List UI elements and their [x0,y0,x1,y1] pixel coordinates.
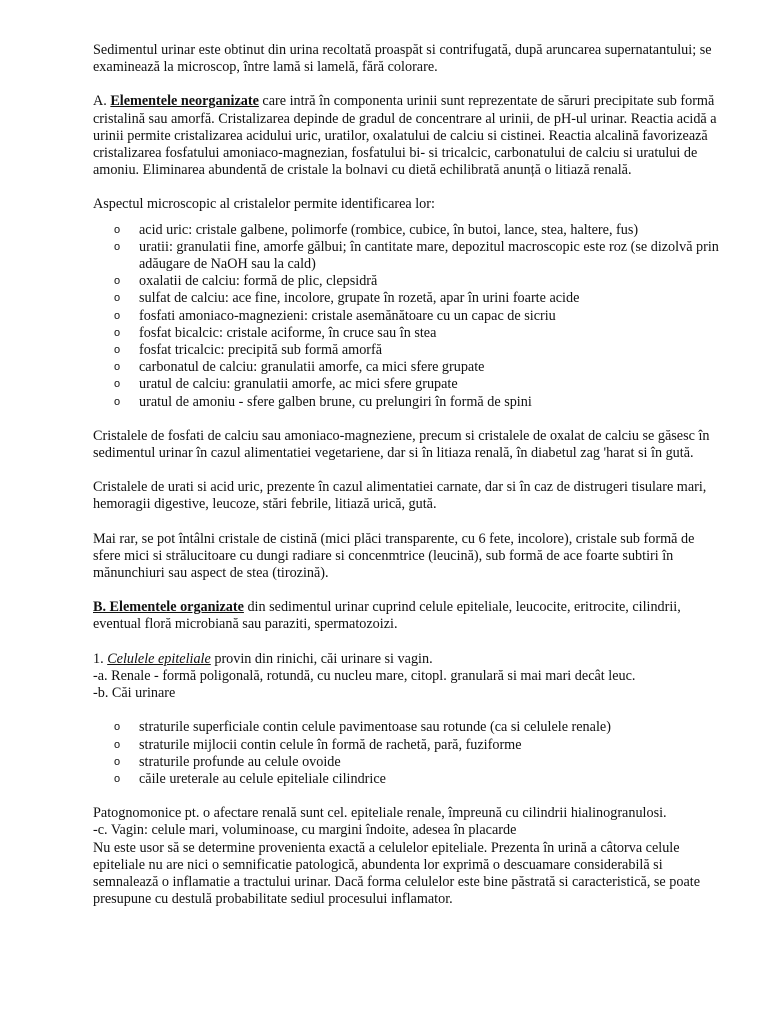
list-item: o fosfat tricalcic: precipită sub formă amorfă [114,342,383,359]
bullet-icon: o [114,361,121,374]
list-item: o uratul de amoniu - sfere galben brune, cu prelungiri în formă de spini [114,393,532,410]
bullet-icon: o [114,738,121,751]
bullet-icon: o [114,223,121,236]
section-a-heading: Elementele neorganizate [110,93,259,110]
pathognomonic-line: Patognomonice pt. o afectare renală sunt cel. epiteliale renale, împreună cu cilindrii hialinogranulosi. [93,805,667,822]
document-page [93,42,725,908]
list-item: o sulfat de calciu: ace fine, incolore, grupate în rozetă, apar în urini foarte acide [114,290,580,307]
list-item: o uratii: granulatii fine, amorfe gălbui; în cantitate mare, depozitul macroscopic este roz (se dizolvă prin adăugare de NaOH sau la cald) [114,238,719,273]
list-item: o căile ureterale au celule epiteliale cilindrice [114,770,386,787]
urates-paragraph: Cristalele de urati si acid uric, prezente în cazul alimentatiei carnate, dar si în caz de distrugeri tisulare mari, hemoragii digestive, leucoze, stări febrile, litiază urică, gută. [93,479,707,513]
section-a-paragraph [93,93,725,179]
vagin-line: -c. Vagin: celule mari, voluminoase, cu margini îndoite, adesea în placarde [93,822,517,839]
section-b-heading: B. Elementele organizate [93,599,244,616]
final-paragraph: Nu este usor să se determine provenienta exactă a celulelor epiteliale. Prezenta în urină a câtorva celule epiteliale nu are nici o semnificatie patologică, abundenta lor exprimă o descuamare considerabilă si semnalează o inflamatie a tractului urinar. Dacă forma celulelor este bine păstrată si caracteristică, se poate presupune cu destulă probabilitate sediul procesului inflamator. [93,839,700,908]
bullet-icon: o [114,326,121,339]
bullet-icon: o [114,309,121,322]
list-item: o acid uric: cristale galbene, polimorfe (rombice, cubice, în butoi, lance, stea, haltere, fus) [114,221,639,238]
bullet-icon: o [114,755,121,768]
epithelial-number: 1. [93,650,108,667]
intro-paragraph: Sedimentul urinar este obtinut din urina recoltată proaspăt si contrifugată, după aruncarea supernatantului; se examinează la microscop, între lamă si lamelă, fără colorare. [93,42,712,76]
bullet-icon: o [114,275,121,288]
renal-cells-line: -a. Renale - formă poligonală, rotundă, cu nucleu mare, citopl. granulară si mai mari decât leuc. [93,667,636,684]
list-item: o straturile profunde au celule ovoide [114,753,341,770]
section-b-text: din sedimentul urinar cuprind celule epiteliale, leucocite, eritrocite, cilindrii, eventual floră microbiană sau paraziti, spermatozoizi. [93,599,681,633]
bullet-icon: o [114,292,121,305]
bullet-icon: o [114,240,121,253]
list-item: o oxalatii de calciu: formă de plic, clepsidră [114,273,378,290]
bullet-icon: o [114,344,121,357]
bullet-icon: o [114,772,121,785]
crystals-intro: Aspectul microscopic al cristalelor permite identificarea lor: [93,196,435,213]
section-a-text: care intră în componenta urinii sunt reprezentate de săruri precipitate sub formă cristalină sau amorfă. Cristalizarea depinde de gradul de concentrare al urinii, de pH-ul urinar. Reactia acidă a urinii permite cristalizarea acidului uric, uratilor, oxalatului de calciu si cistinei. Reactia alcalină favorizează cristalizarea fosfatului amoniaco-magnezian, fosfatului bi- si tricalcic, carbonatului de calciu si uratului de amoniu. Eliminarea abundentă de cristale la bolnavi cu dietă echilibrată anunță o litiază renală. [93,93,717,179]
bullet-icon: o [114,395,121,408]
bullet-icon: o [114,378,121,391]
list-item: o carbonatul de calciu: granulatii amorfe, ca mici sfere grupate [114,359,485,376]
urinary-tract-line: -b. Căi urinare [93,685,176,702]
list-item: o fosfat bicalcic: cristale aciforme, în cruce sau în stea [114,324,437,341]
layers-list [93,719,725,788]
list-item: o straturile superficiale contin celule pavimentoase sau rotunde (ca si celulele renale) [114,719,611,736]
epithelial-title: Celulele epiteliale [107,650,211,667]
list-item: o uratul de calciu: granulatii amorfe, ac mici sfere grupate [114,376,458,393]
bullet-icon: o [114,721,121,734]
section-b-paragraph [93,599,725,633]
rare-crystals-paragraph: Mai rar, se pot întâlni cristale de cistină (mici plăci transparente, cu 6 fete, incolore), cristale sub formă de sfere mici si strălucitoare cu dungi radiare si concenmtrice (leucină), sub formă de ace foarte subtiri în mănunchiuri sau aspect de stea (tirozină). [93,530,695,582]
section-a-letter: A. [93,93,107,110]
epithelial-text: provin din rinichi, căi urinare si vagin. [210,650,433,667]
crystals-list [93,222,725,411]
list-item: o straturile mijlocii contin celule în formă de rachetă, pară, fuziforme [114,736,522,753]
epithelial-paragraph [93,651,725,668]
list-item: o fosfati amoniaco-magnezieni: cristale asemănătoare cu un capac de sicriu [114,307,556,324]
phosphates-paragraph: Cristalele de fosfati de calciu sau amoniaco-magneziene, precum si cristalele de oxalat de calciu se găsesc în sedimentul urinar în cazul alimentatiei vegetariene, dar si în litiaza renală, în diabetul zag 'harat si în gută. [93,427,710,462]
